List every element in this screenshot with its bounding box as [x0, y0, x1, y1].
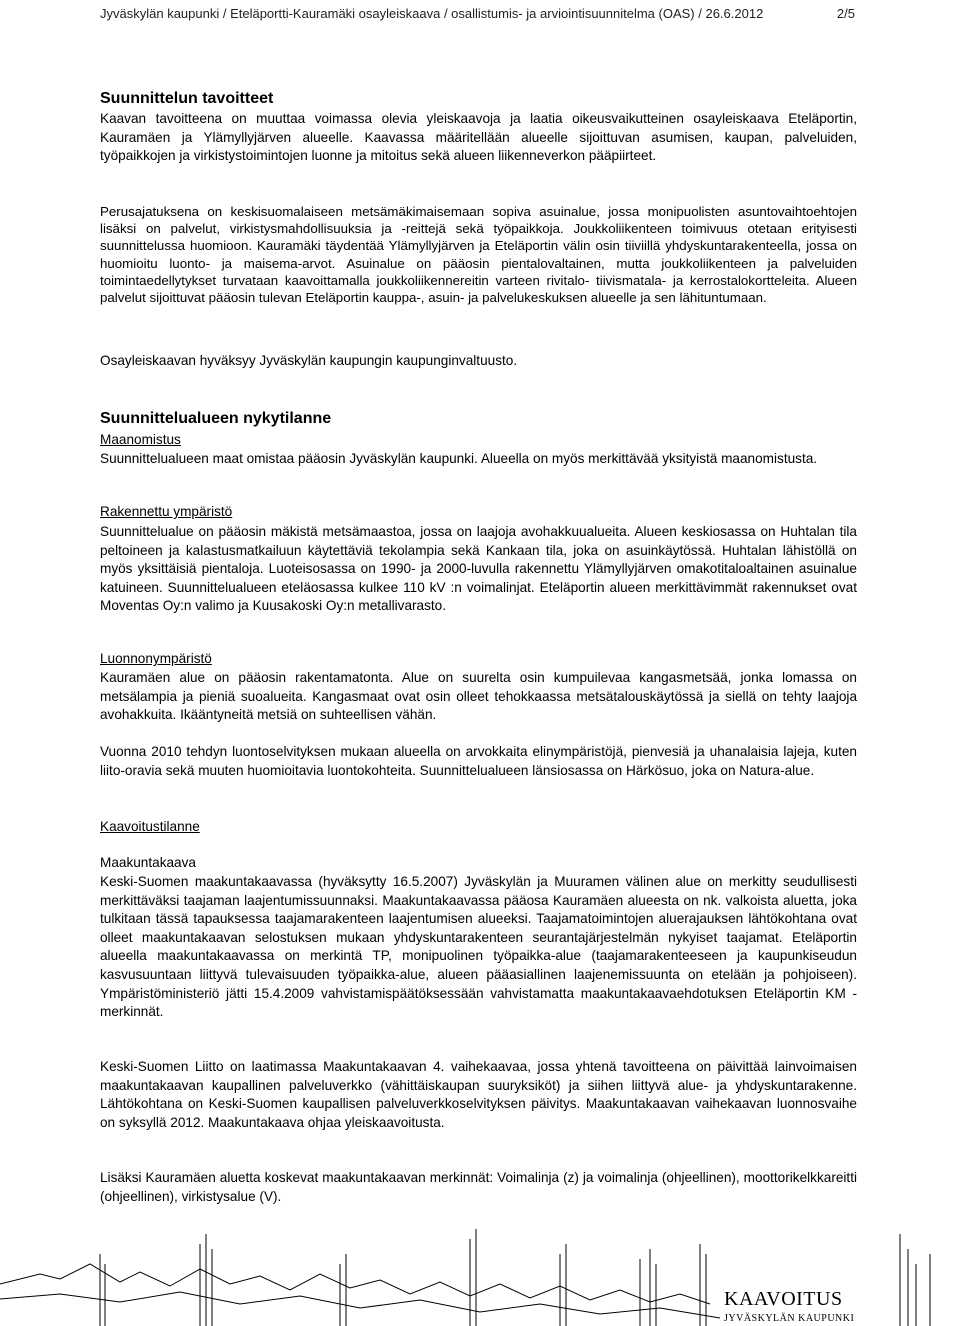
regional-plan-title: Maakuntakaava	[100, 855, 196, 870]
built-env-paragraph: Suunnittelualue on pääosin mäkistä metsämaastoa, jossa on laajoja avohakkuualueita. Alueen keskiosassa on Huhtalan tila peltoineen ja kalastusmatkailuun käytettäviä tekolampia sekä Kankaan tila, joka on asuinkäytössä. Huhtalan lähistöllä on myös yksittäisiä pientaloja. Luoteisosassa on 1990- ja 2000-luvulla rakennettu Ylämyllyjärven omakotitaloaltainen asuinalue katuineen. Suunnittelualueen eteläosassa kulkee 110 kV :n voimalinjat. Eteläportin alueen merkittävimmät rakennukset ovat Moventas Oy:n valimo ja Kuusakoski Oy:n metallivarasto.	[100, 524, 857, 614]
regional-paragraph-1: Keski-Suomen maakuntakaavassa (hyväksytty 16.5.2007) Jyväskylän ja Muuramen välinen alue on merkitty seudullisesti merkittäväksi taajaman laajentumissuunnaksi. Maakuntakaavassa pääosa Kauramäen alueesta on nk. valkoista aluetta, joka tulkitaan tässä tapauksessa taajamarakenteen laajentumisen alueeksi. Taajamatoimintojen aluerajauksen lähtökohtana ovat olleet maakuntakaavan selostuksen mukaan yhdyskuntarakenteen seurantajärjestelmän nykyiset taajamat. Eteläportin alueella maakuntakaavassa on merkintä TP, monipuolinen työpaikka-alue (taajamarakenteeseen ja kaupunkiseudun kasvusuuntaan liittyvä tulevaisuuden työpaikka-alue, alueen pääasiallinen laajenemissuunta on etelään ja pohjoiseen). Ympäristöministeriö jätti 15.4.2009 vahvistamispäätöksessään vahvistamatta maakuntakaavaehdotuksen Eteläportin KM -merkinnät.	[100, 874, 857, 1020]
current-title: Suunnittelualueen nykytilanne	[100, 410, 332, 427]
goals-paragraph-3: Osayleiskaavan hyväksyy Jyväskylän kaupungin kaupunginvaltuusto.	[100, 353, 518, 368]
kaavoitus-logo: KAAVOITUS	[724, 1288, 843, 1310]
page-number: 2/5	[836, 6, 855, 21]
built-env-title: Rakennettu ympäristö	[100, 504, 233, 519]
planning-title: Kaavoitustilanne	[100, 819, 200, 834]
goals-title: Suunnittelun tavoitteet	[100, 90, 274, 107]
regional-paragraph-2: Keski-Suomen Liitto on laatimassa Maakuntakaavan 4. vaihekaavaa, jossa yhtenä tavoitteena on päivittää lainvoimaisen maakuntakaavan kaupallinen palveluverkko (vähittäiskaupan suuryksiköt) ja siihen liittyvä alue- ja yhdyskuntarakenne. Lähtökohtana on Keski-Suomen kaupallisen palveluverkkoselvityksen päivitys. Maakuntakaavan vaihekaavan luonnosvaihe on syksyllä 2012. Maakuntakaava ohjaa yleiskaavoitusta.	[100, 1059, 857, 1130]
goals-paragraph-1: Kaavan tavoitteena on muuttaa voimassa olevia yleiskaavoja ja laatia oikeusvaikutteinen osayleiskaava Eteläportin, Kauramäen ja Ylämyllyjärven alueelle. Kaavassa määritellään alueelle sijoittuvan asumisen, kaupan, palveluiden, työpaikkojen ja virkistystoimintojen luonne ja mitoitus sekä alueen liikenneverkon pääpiirteet.	[100, 111, 857, 164]
page-header	[100, 6, 857, 21]
goals-paragraph-2: Perusajatuksena on keskisuomalaiseen metsämäkimaisemaan sopiva asuinalue, jossa monipuolisten asuntovaihtoehtojen lisäksi on palvelut, virkistysmahdollisuuksia ja -reittejä sekä työpaikkoja. Joukkoliikenteen toimivuus otetaan erityisesti suunnittelussa huomioon. Kauramäki täydentää Ylämyllyjärven ja Eteläportin välin osin tiiviillä yhdyskuntarakenteella, jossa on huomioitu luonto- ja maisema-arvot. Asuinalue on pääosin pientalovaltainen, mutta joukkoliikenteen ja palveluiden toimintaedellytykset turvataan kaavoittamalla joukkoliikennereitin varteen rivitalo- tiivismatala- ja kerrostalokortteleita. Alueen palvelut sijoittuvat pääosin tulevan Eteläportin kauppa-, asuin- ja palvelukeskuksen alueelle ja sen lähituntumaan.	[100, 204, 857, 306]
regional-paragraph-3: Lisäksi Kauramäen aluetta koskevat maakuntakaavan merkinnät: Voimalinja (z) ja voimalinja (ohjeellinen), moottorikelkkareitti (ohjeellinen), virkistysalue (V).	[100, 1170, 857, 1204]
ownership-title: Maanomistus	[100, 432, 181, 447]
city-name: JYVÄSKYLÄN KAUPUNKI	[724, 1313, 855, 1324]
nature-title: Luonnonympäristö	[100, 651, 212, 666]
ownership-paragraph: Suunnittelualueen maat omistaa pääosin Jyväskylän kaupunki. Alueella on myös merkittävää yksityistä maanomistusta.	[100, 451, 818, 466]
nature-paragraph-1: Kauramäen alue on pääosin rakentamatonta. Alue on suurelta osin kumpuilevaa kangasmetsää, jonka lomassa on metsälampia ja pieniä suoalueita. Kangasmaat ovat osin olleet tehokkaassa metsätalouskäytössä ja siellä on tehty laajoja avohakkuita. Ikääntyneitä metsiä on suhteellisen vähän.	[100, 670, 857, 723]
nature-paragraph-2: Vuonna 2010 tehdyn luontoselvityksen mukaan alueella on arvokkaita elinympäristöjä, pienvesiä ja uhanalaisia lajeja, kuten liito-oravia sekä muuten huomioitavia luontokohteita. Suunnittelualueen länsiosassa on Härkösuo, joka on Natura-alue.	[100, 744, 857, 778]
breadcrumb: Jyväskylän kaupunki / Eteläportti-Kauramäki osayleiskaava / osallistumis- ja arviointisuunnitelma (OAS) / 26.6.2012	[100, 6, 764, 21]
